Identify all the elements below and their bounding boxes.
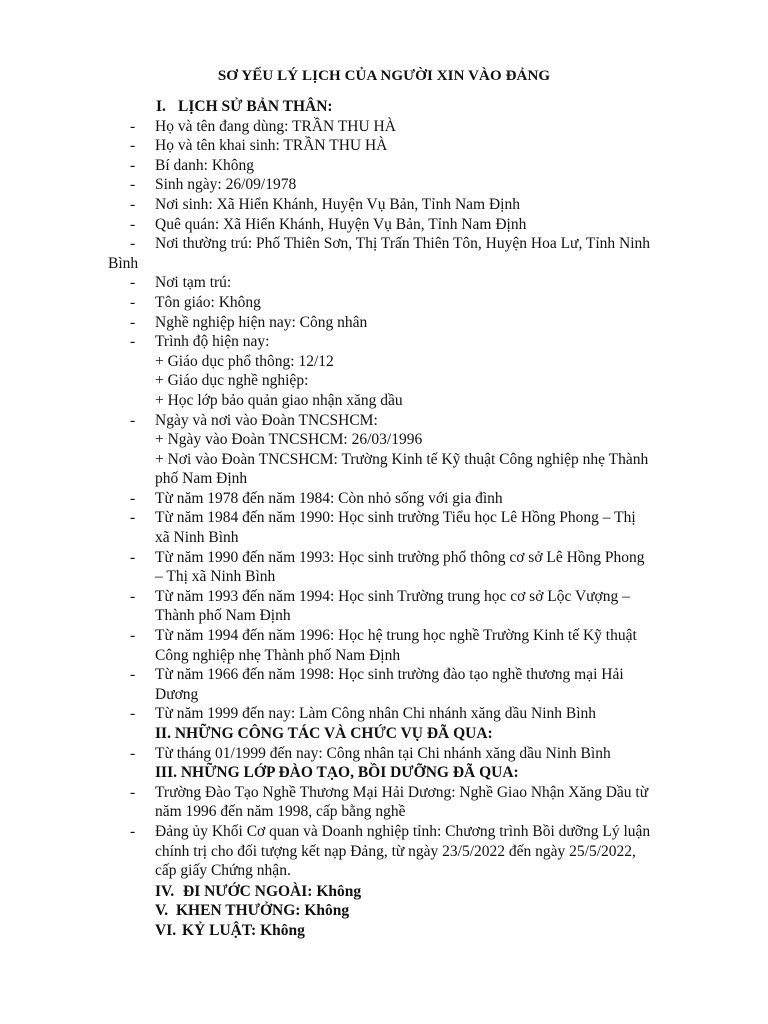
section-label: ĐI NƯỚC NGOÀI: Không (183, 882, 362, 900)
item-text: Nơi sinh: Xã Hiển Khánh, Huyện Vụ Bản, Tỉnh Nam Định (155, 195, 520, 213)
list-item (108, 489, 698, 509)
item-text: Từ năm 1990 đến năm 1993: Học sinh trường phổ thông cơ sở Lê Hồng Phong (155, 548, 645, 566)
list-item-continuation: chính trị cho đối tượng kết nạp Đảng, từ ngày 23/5/2022 đến ngày 25/5/2022, (155, 842, 636, 860)
bullet-dash: - (130, 176, 136, 194)
list-item (108, 313, 698, 333)
list-item (108, 783, 698, 803)
bullet-dash: - (130, 509, 136, 527)
section-heading-ky-luat (108, 921, 698, 941)
document-title: SƠ YẾU LÝ LỊCH CỦA NGƯỜI XIN VÀO ĐẢNG (217, 68, 551, 84)
list-item (108, 136, 698, 156)
section-label: KHEN THƯỞNG: Không (176, 902, 350, 920)
sub-item: + Giáo dục phổ thông: 12/12 (155, 352, 334, 370)
item-text: Bí danh: Không (155, 156, 255, 174)
bullet-dash: - (130, 783, 136, 801)
list-item (108, 273, 698, 293)
sub-item: + Nơi vào Đoàn TNCSHCM: Trường Kinh tế Kỹ thuật Công nghiệp nhẹ Thành (155, 450, 649, 468)
bullet-dash: - (130, 137, 136, 155)
list-item (108, 332, 698, 352)
item-text: Từ tháng 01/1999 đến nay: Công nhân tại Chi nhánh xăng dầu Ninh Bình (155, 744, 611, 762)
list-item-continuation: cấp giấy Chứng nhận. (155, 862, 291, 880)
item-text: Quê quán: Xã Hiển Khánh, Huyện Vụ Bản, Tỉnh Nam Định (155, 215, 527, 233)
list-item (108, 508, 698, 528)
item-text: Nơi tạm trú: (155, 274, 232, 292)
bullet-dash: - (130, 705, 136, 723)
document-body (108, 97, 698, 941)
section-heading-cong-tac: II. NHỮNG CÔNG TÁC VÀ CHỨC VỤ ĐÃ QUA: (155, 725, 493, 742)
list-item-continuation: Công nghiệp nhẹ Thành phố Nam Định (155, 646, 401, 664)
section-label: KỶ LUẬT: Không (182, 921, 305, 939)
item-text: Sinh ngày: 26/09/1978 (155, 176, 297, 194)
list-item (108, 293, 698, 313)
bullet-dash: - (130, 293, 136, 311)
item-text: Ngày và nơi vào Đoàn TNCSHCM: (155, 411, 378, 429)
bullet-dash: - (130, 215, 136, 233)
list-item-continuation: Bình (108, 254, 139, 272)
list-item (108, 117, 698, 137)
item-text: Trường Đào Tạo Nghề Thương Mại Hải Dương: Nghề Giao Nhận Xăng Dầu từ (155, 783, 649, 801)
list-item (108, 665, 698, 685)
section-number: V. (155, 902, 169, 920)
item-text: Tôn giáo: Không (155, 293, 261, 311)
list-item (108, 234, 698, 254)
bullet-dash: - (130, 666, 136, 684)
section-number: IV. (155, 882, 175, 900)
list-item (108, 215, 698, 235)
item-text: Từ năm 1978 đến năm 1984: Còn nhỏ sống với gia đình (155, 489, 503, 507)
list-item (108, 744, 698, 764)
bullet-dash: - (130, 587, 136, 605)
section-heading-lich-su (108, 97, 698, 117)
item-text: Từ năm 1999 đến nay: Làm Công nhân Chi nhánh xăng dầu Ninh Bình (155, 705, 597, 723)
item-text: Nghề nghiệp hiện nay: Công nhân (155, 313, 368, 331)
bullet-dash: - (130, 333, 136, 351)
list-item (108, 175, 698, 195)
list-item-continuation: Dương (155, 685, 199, 703)
bullet-dash: - (130, 744, 136, 762)
list-item-continuation: năm 1996 đến năm 1998, cấp bằng nghề (155, 803, 406, 821)
list-item-continuation: xã Ninh Bình (155, 529, 239, 547)
bullet-dash: - (130, 313, 136, 331)
sub-item: + Học lớp bảo quản giao nhận xăng dầu (155, 391, 403, 409)
sub-item: + Ngày vào Đoàn TNCSHCM: 26/03/1996 (155, 431, 423, 449)
sub-item: + Giáo dục nghề nghiệp: (155, 372, 309, 390)
list-item-continuation: – Thị xã Ninh Bình (155, 568, 276, 586)
bullet-dash: - (130, 156, 136, 174)
item-text: Họ và tên đang dùng: TRẦN THU HÀ (155, 117, 396, 135)
bullet-dash: - (130, 117, 136, 135)
item-text: Từ năm 1984 đến năm 1990: Học sinh trường Tiểu học Lê Hồng Phong – Thị (155, 509, 636, 527)
item-text: Từ năm 1966 đến năm 1998: Học sinh trường đào tạo nghề thương mại Hải (155, 666, 624, 684)
section-heading-khen-thuong (108, 901, 698, 921)
bullet-dash: - (130, 489, 136, 507)
list-item (108, 411, 698, 431)
sub-item-continuation: phố Nam Định (155, 470, 248, 488)
section-number: VI. (155, 921, 177, 939)
bullet-dash: - (130, 627, 136, 645)
bullet-dash: - (130, 235, 136, 253)
item-text: Nơi thường trú: Phố Thiên Sơn, Thị Trấn Thiên Tôn, Huyện Hoa Lư, Tỉnh Ninh (155, 235, 651, 253)
list-item (108, 822, 698, 842)
list-item-continuation: Thành phố Nam Định (155, 607, 291, 625)
section-heading-nuoc-ngoai (108, 882, 698, 902)
bullet-dash: - (130, 822, 136, 840)
bullet-dash: - (130, 411, 136, 429)
list-item (108, 195, 698, 215)
list-item (108, 548, 698, 568)
item-text: Từ năm 1993 đến năm 1994: Học sinh Trường trung học cơ sở Lộc Vượng – (155, 587, 630, 605)
bullet-dash: - (130, 274, 136, 292)
list-item (108, 587, 698, 607)
item-text: Từ năm 1994 đến năm 1996: Học hệ trung học nghề Trường Kinh tế Kỹ thuật (155, 627, 637, 645)
item-text: Trình độ hiện nay: (155, 333, 270, 351)
section-number: I. (156, 98, 166, 115)
section-heading-dao-tao: III. NHỮNG LỚP ĐÀO TẠO, BỒI DƯỠNG ĐÃ QUA: (155, 764, 519, 782)
bullet-dash: - (130, 195, 136, 213)
section-label: LỊCH SỬ BẢN THÂN: (178, 98, 333, 115)
item-text: Họ và tên khai sinh: TRẦN THU HÀ (155, 137, 388, 155)
list-item (108, 156, 698, 176)
list-item (108, 626, 698, 646)
list-item (108, 704, 698, 724)
item-text: Đảng ủy Khối Cơ quan và Doanh nghiệp tỉnh: Chương trình Bồi dưỡng Lý luận (155, 822, 651, 840)
bullet-dash: - (130, 548, 136, 566)
